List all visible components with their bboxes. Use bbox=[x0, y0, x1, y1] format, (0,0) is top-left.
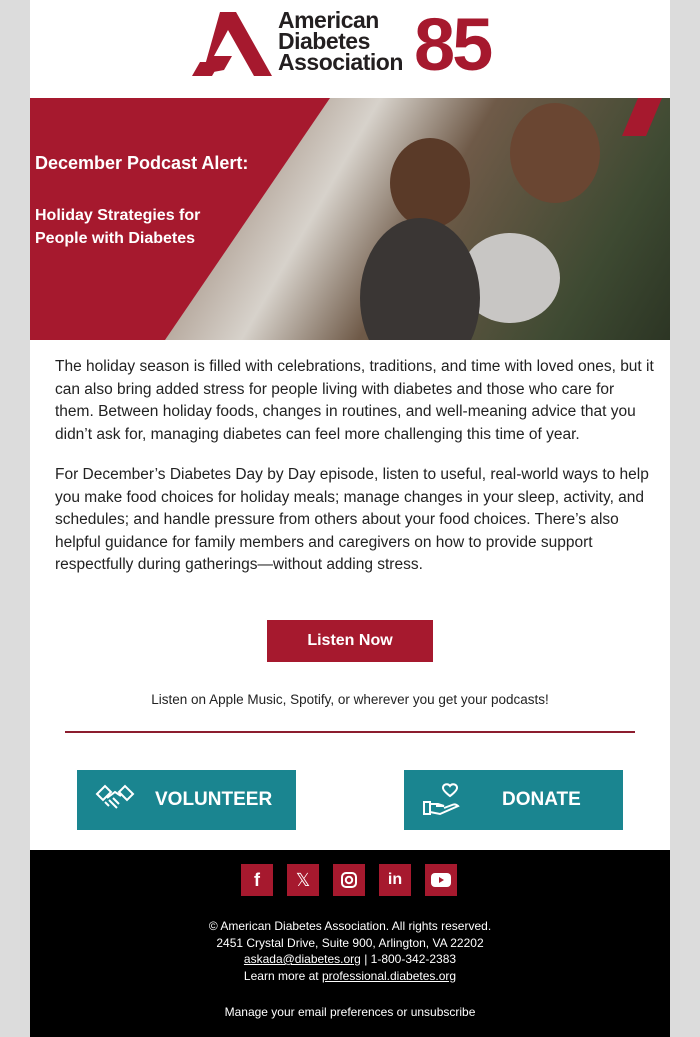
contact-line bbox=[30, 951, 670, 968]
youtube-icon[interactable] bbox=[425, 864, 457, 896]
logo-line: American bbox=[278, 7, 379, 33]
instagram-icon[interactable] bbox=[333, 864, 365, 896]
email-link[interactable]: askada@diabetes.org bbox=[243, 952, 361, 966]
learn-more-line bbox=[30, 968, 670, 985]
address: 2451 Crystal Drive, Suite 900, Arlington, VA 22202 bbox=[216, 935, 484, 950]
volunteer-label: VOLUNTEER bbox=[155, 789, 273, 810]
anniversary-number: 85 bbox=[414, 3, 491, 86]
hero-photo-person bbox=[510, 103, 600, 203]
donate-label: DONATE bbox=[502, 789, 581, 810]
separator: | bbox=[360, 952, 371, 966]
body-paragraph: The holiday season is filled with celebrations, traditions, and time with loved ones, but it can also bring added stress for people living with diabetes and those who care for them. Between holiday foods, changes in routines, and well-meaning advice that you didn’t ask for, managing diabetes can feel more challenging this time of year. bbox=[55, 358, 654, 443]
body-paragraph: For December’s Diabetes Day by Day episode, listen to useful, real-world ways to help you make food choices for holiday meals; manage changes in your sleep, activity, and schedules; and handle pressure from others about your food choices. There’s also helpful guidance for family members and caregivers on how to provide support respectfully during gatherings—without adding stress. bbox=[55, 466, 649, 573]
hero-banner[interactable] bbox=[30, 98, 670, 340]
professional-link[interactable]: professional.diabetes.org bbox=[321, 968, 457, 983]
manage-preferences-link[interactable]: Manage your email preferences or unsubscribe bbox=[224, 1005, 476, 1019]
hero-subtitle: Holiday Strategies for People with Diabetes bbox=[35, 207, 201, 247]
volunteer-button[interactable] bbox=[77, 770, 296, 830]
copyright: © American Diabetes Association. All rights reserved. bbox=[208, 919, 492, 933]
email-container bbox=[30, 0, 670, 1037]
divider bbox=[65, 731, 635, 733]
learn-prefix: Learn more at bbox=[243, 968, 322, 983]
footer-info bbox=[30, 918, 670, 984]
hero-photo-person bbox=[390, 138, 470, 228]
phone: 1-800-342-2383 bbox=[370, 952, 457, 966]
ada-triangle-icon bbox=[192, 12, 272, 76]
handshake-icon bbox=[95, 782, 135, 818]
hero-photo-person bbox=[360, 218, 480, 340]
body-text bbox=[55, 356, 655, 595]
listen-now-button[interactable]: Listen Now bbox=[267, 620, 433, 662]
logo-wordmark bbox=[278, 7, 403, 75]
listen-note: Listen on Apple Music, Spotify, or wherever you get your podcasts! bbox=[151, 692, 549, 707]
logo-line: Diabetes bbox=[278, 28, 370, 54]
hero-title: December Podcast Alert: bbox=[35, 153, 249, 173]
hand-heart-icon bbox=[422, 782, 462, 818]
hero-accent-stripe bbox=[622, 98, 662, 136]
social-links bbox=[241, 864, 457, 896]
facebook-icon[interactable]: f bbox=[241, 864, 273, 896]
x-twitter-icon[interactable]: 𝕏 bbox=[287, 864, 319, 896]
ada-85-logo[interactable] bbox=[192, 3, 512, 86]
logo-line: Association bbox=[278, 49, 403, 75]
donate-button[interactable] bbox=[404, 770, 623, 830]
linkedin-icon[interactable]: in bbox=[379, 864, 411, 896]
footer bbox=[30, 850, 670, 1037]
